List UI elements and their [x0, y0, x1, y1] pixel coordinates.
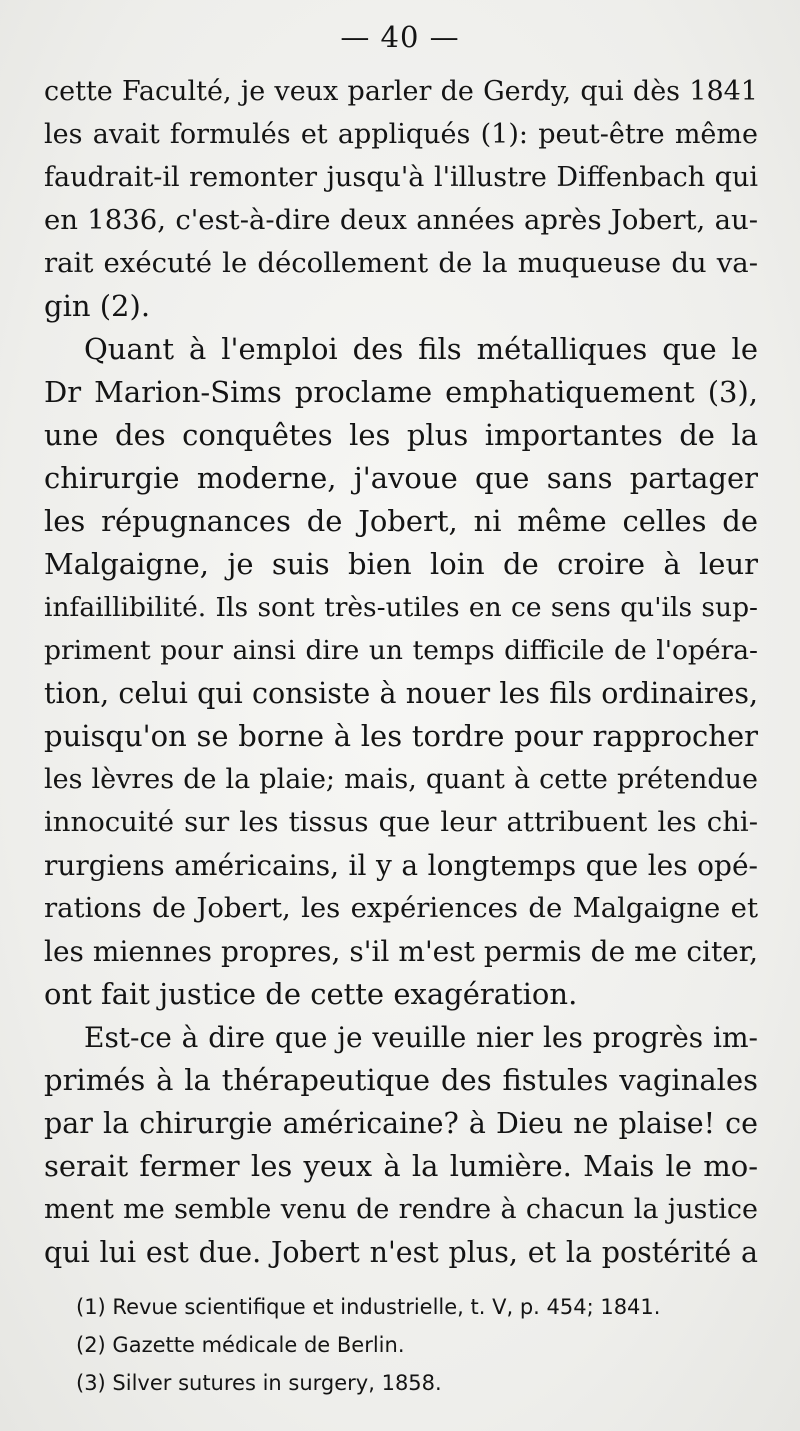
- text-line: infaillibilité. Ils sont très-utiles en ce sens qu'ils sup-: [44, 592, 758, 623]
- body-text: [44, 70, 758, 1274]
- text-line: serait fermer les yeux à la lumière. Mais le mo-: [44, 1149, 758, 1183]
- paragraph: [44, 328, 758, 1016]
- text-line: rait exécuté le décollement de la muqueuse du va-: [44, 247, 758, 279]
- text-line: qui lui est due. Jobert n'est plus, et la postérité a: [44, 1236, 758, 1269]
- text-line: chirurgie moderne, j'avoue que sans partager: [44, 461, 758, 495]
- text-line: en 1836, c'est-à-dire deux années après Jobert, au-: [44, 204, 758, 236]
- text-line: rations de Jobert, les expériences de Malgaigne et: [44, 892, 758, 924]
- paragraph: [44, 1016, 758, 1274]
- text-line: priment pour ainsi dire un temps difficile de l'opéra-: [44, 635, 758, 666]
- text-line: les répugnances de Jobert, ni même celles de: [44, 504, 758, 538]
- text-line: cette Faculté, je veux parler de Gerdy, qui dès 1841: [44, 76, 758, 107]
- text-line: primés à la thérapeutique des fistules vaginales: [44, 1063, 758, 1097]
- text-line: les lèvres de la plaie; mais, quant à cette prétendue: [44, 764, 758, 795]
- text-line: une des conquêtes les plus importantes de la: [44, 418, 758, 452]
- text-line: tion, celui qui consiste à nouer les fils ordinaires,: [44, 677, 758, 710]
- text-line: ment me semble venu de rendre à chacun la justice: [44, 1194, 758, 1225]
- paragraph: [44, 70, 758, 328]
- footnote: (2) Gazette médicale de Berlin.: [76, 1333, 405, 1357]
- text-line: Quant à l'emploi des fils métalliques que le: [84, 332, 758, 366]
- footnotes: [76, 1288, 756, 1402]
- text-line: les miennes propres, s'il m'est permis de me citer,: [44, 935, 758, 968]
- text-line: Malgaigne, je suis bien loin de croire à leur: [44, 547, 758, 581]
- text-line: Dr Marion-Sims proclame emphatiquement (3),: [44, 375, 758, 409]
- text-line: les avait formulés et appliqués (1): peut-être même: [44, 119, 758, 150]
- text-line: Est-ce à dire que je veuille nier les progrès im-: [84, 1021, 758, 1054]
- text-line: faudrait-il remonter jusqu'à l'illustre Diffenbach qui: [44, 162, 758, 193]
- text-line: puisqu'on se borne à les tordre pour rapprocher: [44, 719, 758, 753]
- text-line: ont fait justice de cette exagération.: [44, 977, 578, 1011]
- text-line: par la chirurgie américaine? à Dieu ne plaise! ce: [44, 1107, 758, 1140]
- text-line: rurgiens américains, il y a longtemps que les opé-: [44, 849, 758, 882]
- text-line: innocuité sur les tissus que leur attribuent les chi-: [44, 806, 758, 838]
- footnote: (1) Revue scientifique et industrielle, t. V, p. 454; 1841.: [76, 1295, 661, 1319]
- footnote: (3) Silver sutures in surgery, 1858.: [76, 1371, 442, 1395]
- page-number: — 40 —: [340, 20, 460, 54]
- text-line: gin (2).: [44, 289, 151, 323]
